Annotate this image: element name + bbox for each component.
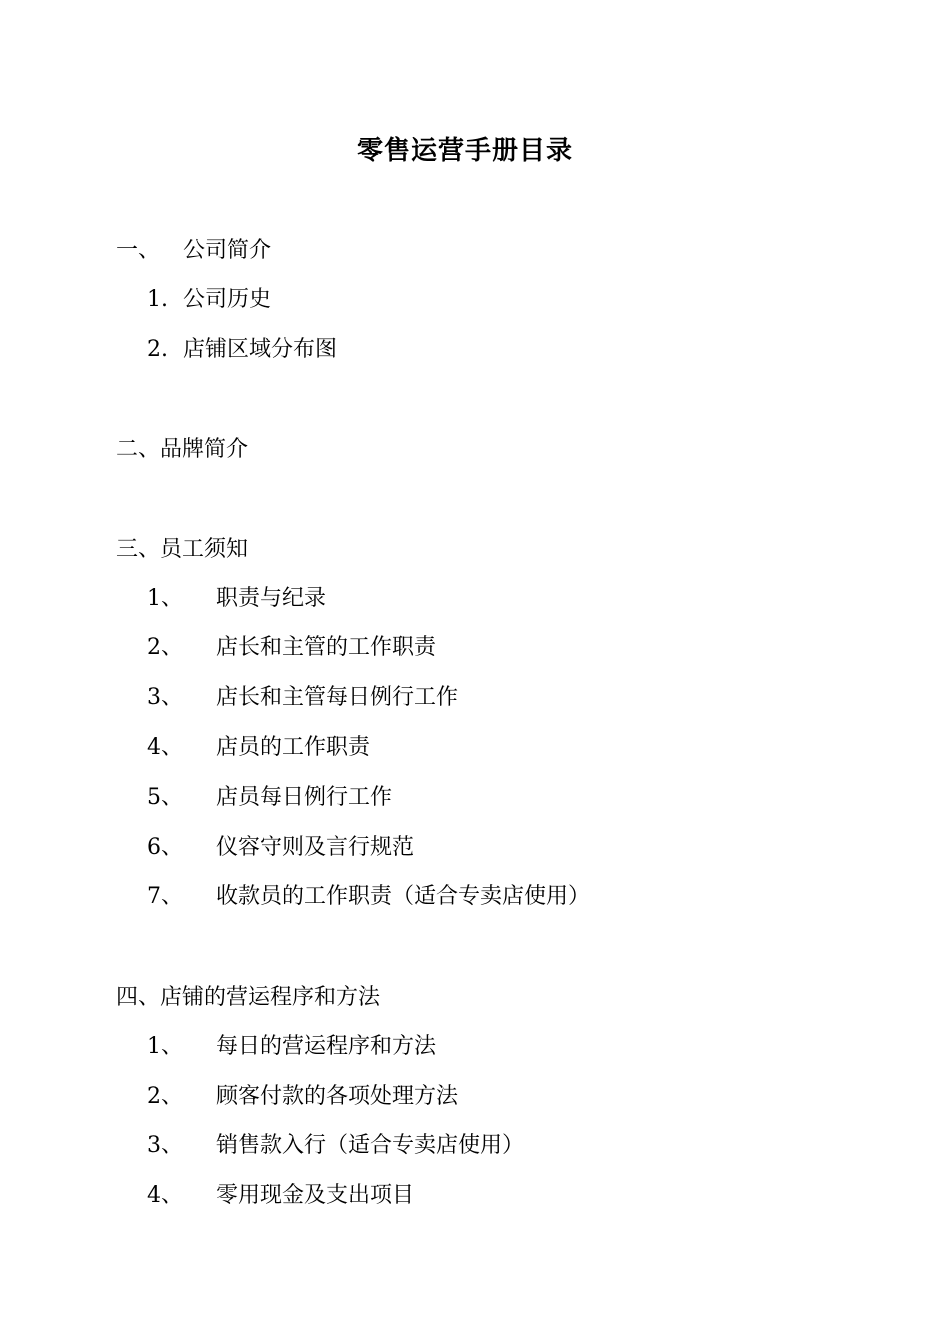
item-number: 1、 xyxy=(147,1034,183,1059)
list-item xyxy=(147,1032,436,1062)
item-number: 4、 xyxy=(147,735,183,760)
item-text: 店长和主管的工作职责 xyxy=(216,635,437,660)
item-text: 零用现金及支出项目 xyxy=(216,1183,415,1208)
list-item xyxy=(147,1131,524,1161)
item-number: 3、 xyxy=(147,1133,183,1158)
list-item xyxy=(147,285,271,315)
section-heading-brand-intro: 二、品牌简介 xyxy=(116,437,249,462)
item-text: 职责与纪录 xyxy=(216,586,327,611)
item-text: 店员的工作职责 xyxy=(216,735,371,760)
item-number: 2、 xyxy=(147,635,183,660)
list-item xyxy=(147,633,436,663)
item-number: 2. xyxy=(147,337,168,362)
list-item xyxy=(147,882,590,912)
section-number: 一、 xyxy=(116,238,161,263)
item-text: 仪容守则及言行规范 xyxy=(216,835,415,860)
section-title: 公司简介 xyxy=(183,238,272,263)
list-item xyxy=(147,733,370,763)
item-number: 4、 xyxy=(147,1183,183,1208)
list-item xyxy=(147,783,392,813)
list-item xyxy=(147,335,337,365)
item-text: 公司历史 xyxy=(183,287,272,312)
item-text: 店长和主管每日例行工作 xyxy=(216,685,459,710)
section-heading-staff-notice: 三、员工须知 xyxy=(116,537,249,562)
item-text: 店员每日例行工作 xyxy=(216,785,393,810)
item-number: 7、 xyxy=(147,884,183,909)
list-item xyxy=(147,584,326,614)
item-text: 店铺区域分布图 xyxy=(183,337,338,362)
list-item xyxy=(147,1082,458,1112)
item-number: 2、 xyxy=(147,1084,183,1109)
item-text: 每日的营运程序和方法 xyxy=(216,1034,437,1059)
item-number: 1、 xyxy=(147,586,183,611)
item-text: 收款员的工作职责（适合专卖店使用） xyxy=(216,884,591,909)
list-item xyxy=(147,1181,414,1211)
section-heading-store-operations: 四、店铺的营运程序和方法 xyxy=(116,985,381,1010)
list-item xyxy=(147,683,458,713)
item-text: 销售款入行（适合专卖店使用） xyxy=(216,1133,525,1158)
item-number: 6、 xyxy=(147,835,183,860)
list-item xyxy=(147,833,414,863)
item-text: 顾客付款的各项处理方法 xyxy=(216,1084,459,1109)
item-number: 1. xyxy=(147,287,168,312)
item-number: 3、 xyxy=(147,685,183,710)
page-title: 零售运营手册目录 xyxy=(356,136,573,166)
section-heading-company-intro xyxy=(116,236,271,266)
item-number: 5、 xyxy=(147,785,183,810)
